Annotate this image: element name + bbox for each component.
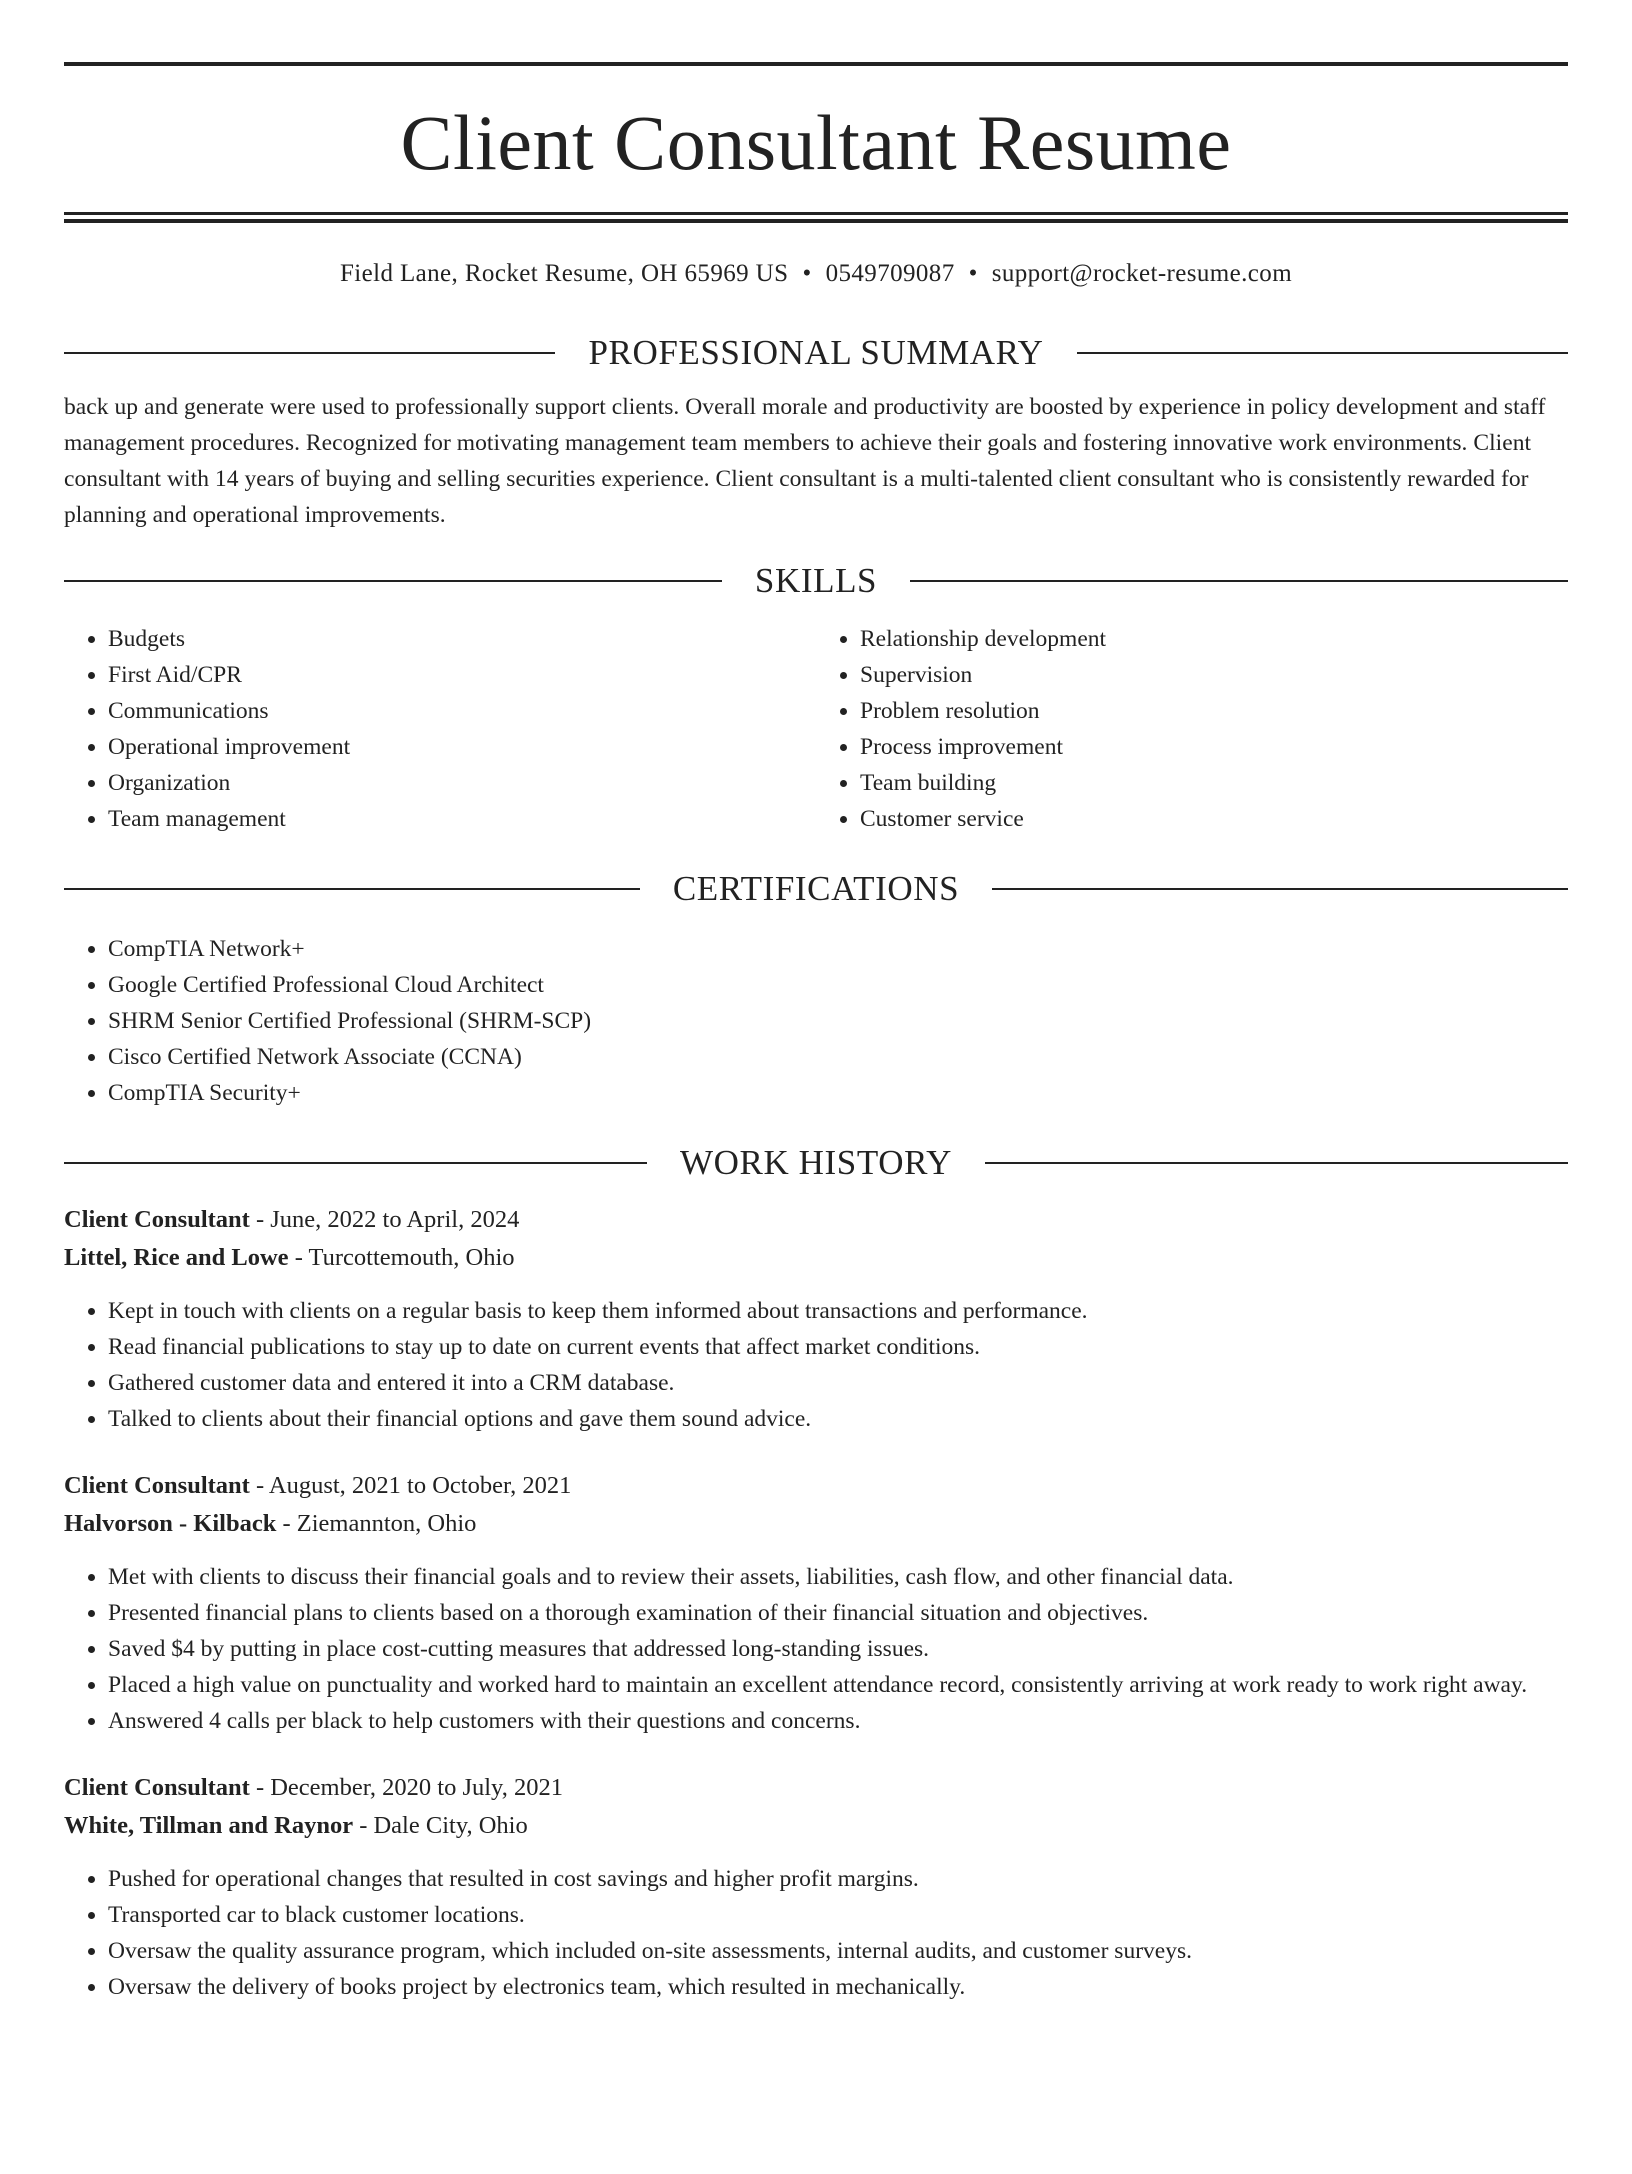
- job-title-line: [64, 1467, 1568, 1505]
- certifications-list: [64, 931, 1568, 1111]
- job-entry: [64, 1467, 1568, 1739]
- contact-separator: •: [968, 260, 978, 287]
- contact-email: support@rocket-resume.com: [991, 260, 1293, 287]
- job-dates: - August, 2021 to October, 2021: [249, 1472, 572, 1499]
- job-company: Halvorson - Kilback: [64, 1510, 277, 1537]
- job-location: - Dale City, Ohio: [353, 1812, 528, 1839]
- job-bullet: • Oversaw the delivery of books project by electronics team, which resulted in mechanically.: [108, 1969, 1568, 2005]
- contact-phone: 0549709087: [825, 260, 955, 287]
- job-bullet: • Placed a high value on punctuality and worked hard to maintain an excellent attendance record, consistently arriving at work ready to work right away.: [108, 1667, 1568, 1703]
- skills-list-left: [64, 621, 816, 837]
- skill-item: • Operational improvement: [108, 729, 816, 765]
- job-bullet: • Met with clients to discuss their financial goals and to review their assets, liabilities, cash flow, and other financial data.: [108, 1559, 1568, 1595]
- skill-item: • Team building: [860, 765, 1568, 801]
- section-title: SKILLS: [754, 561, 878, 600]
- section-title: CERTIFICATIONS: [672, 869, 960, 908]
- job-location: - Ziemannton, Ohio: [276, 1510, 477, 1537]
- section-title: WORK HISTORY: [680, 1143, 952, 1182]
- skill-item: • Customer service: [860, 801, 1568, 837]
- skill-item: • Communications: [108, 693, 816, 729]
- heading-rule: [992, 888, 1568, 890]
- job-title-line: [64, 1769, 1568, 1807]
- job-bullets: [64, 1861, 1568, 2005]
- job-company: Littel, Rice and Lowe: [64, 1244, 289, 1271]
- job-bullet: • Presented financial plans to clients based on a thorough examination of their financial situation and objectives.: [108, 1595, 1568, 1631]
- job-bullet: • Answered 4 calls per black to help customers with their questions and concerns.: [108, 1703, 1568, 1739]
- heading-rule: [64, 580, 722, 582]
- job-company: White, Tillman and Raynor: [64, 1812, 354, 1839]
- certification-item: • SHRM Senior Certified Professional (SHRM-SCP): [108, 1003, 1568, 1039]
- skill-item: • Team management: [108, 801, 816, 837]
- heading-rule: [64, 352, 555, 354]
- job-bullets: [64, 1293, 1568, 1437]
- skills-list-right: [816, 621, 1568, 837]
- top-rule: [64, 62, 1568, 66]
- certification-item: • CompTIA Network+: [108, 931, 1568, 967]
- job-bullet: • Talked to clients about their financial options and gave them sound advice.: [108, 1401, 1568, 1437]
- job-bullet: • Kept in touch with clients on a regular basis to keep them informed about transactions and performance.: [108, 1293, 1568, 1329]
- job-bullet: • Oversaw the quality assurance program, which included on-site assessments, internal audits, and customer surveys.: [108, 1933, 1568, 1969]
- job-bullet: • Transported car to black customer locations.: [108, 1897, 1568, 1933]
- heading-rule: [64, 1162, 647, 1164]
- job-bullet: • Saved $4 by putting in place cost-cutting measures that addressed long-standing issues.: [108, 1631, 1568, 1667]
- section-heading-skills: [64, 561, 1568, 601]
- job-company-line: [64, 1505, 1568, 1543]
- heading-rule: [1077, 352, 1568, 354]
- section-heading-work-history: [64, 1143, 1568, 1183]
- job-bullets: [64, 1559, 1568, 1739]
- skill-item: • Budgets: [108, 621, 816, 657]
- contact-line: [64, 259, 1568, 289]
- job-company-line: [64, 1807, 1568, 1845]
- job-dates: - June, 2022 to April, 2024: [249, 1206, 520, 1233]
- skill-item: • Process improvement: [860, 729, 1568, 765]
- job-bullet: • Read financial publications to stay up to date on current events that affect market conditions.: [108, 1329, 1568, 1365]
- resume-page: [0, 62, 1632, 2174]
- skill-item: • Organization: [108, 765, 816, 801]
- skill-item: • Relationship development: [860, 621, 1568, 657]
- section-heading-certifications: [64, 869, 1568, 909]
- job-title: Client Consultant: [64, 1206, 250, 1233]
- job-entry: [64, 1769, 1568, 2005]
- job-title-line: [64, 1201, 1568, 1239]
- page-title: Client Consultant Resume: [400, 99, 1232, 186]
- skill-item: • First Aid/CPR: [108, 657, 816, 693]
- section-heading-summary: [64, 333, 1568, 373]
- heading-rule: [985, 1162, 1568, 1164]
- job-title: Client Consultant: [64, 1472, 250, 1499]
- certification-item: • CompTIA Security+: [108, 1075, 1568, 1111]
- job-title: Client Consultant: [64, 1774, 250, 1801]
- job-entry: [64, 1201, 1568, 1437]
- title-double-rule: [64, 212, 1568, 223]
- job-dates: - December, 2020 to July, 2021: [249, 1774, 563, 1801]
- section-title: PROFESSIONAL SUMMARY: [588, 333, 1044, 372]
- heading-rule: [910, 580, 1568, 582]
- job-bullet: • Gathered customer data and entered it into a CRM database.: [108, 1365, 1568, 1401]
- heading-rule: [64, 888, 640, 890]
- skills-columns: [64, 621, 1568, 837]
- summary-paragraph: back up and generate were used to professionally support clients. Overall morale and productivity are boosted by experience in policy development and staff management procedures. Recognized for motivating management team members to achieve their goals and fostering innovative work environments. Client consultant with 14 years of buying and selling securities experience. Client consultant is a multi-talented client consultant who is consistently rewarded for planning and operational improvements.: [64, 394, 1546, 528]
- contact-separator: •: [802, 260, 812, 287]
- skill-item: • Supervision: [860, 657, 1568, 693]
- certification-item: • Cisco Certified Network Associate (CCNA): [108, 1039, 1568, 1075]
- skill-item: • Problem resolution: [860, 693, 1568, 729]
- job-bullet: • Pushed for operational changes that resulted in cost savings and higher profit margins.: [108, 1861, 1568, 1897]
- contact-address: Field Lane, Rocket Resume, OH 65969 US: [339, 260, 789, 287]
- job-location: - Turcottemouth, Ohio: [288, 1244, 515, 1271]
- certification-item: • Google Certified Professional Cloud Architect: [108, 967, 1568, 1003]
- job-company-line: [64, 1239, 1568, 1277]
